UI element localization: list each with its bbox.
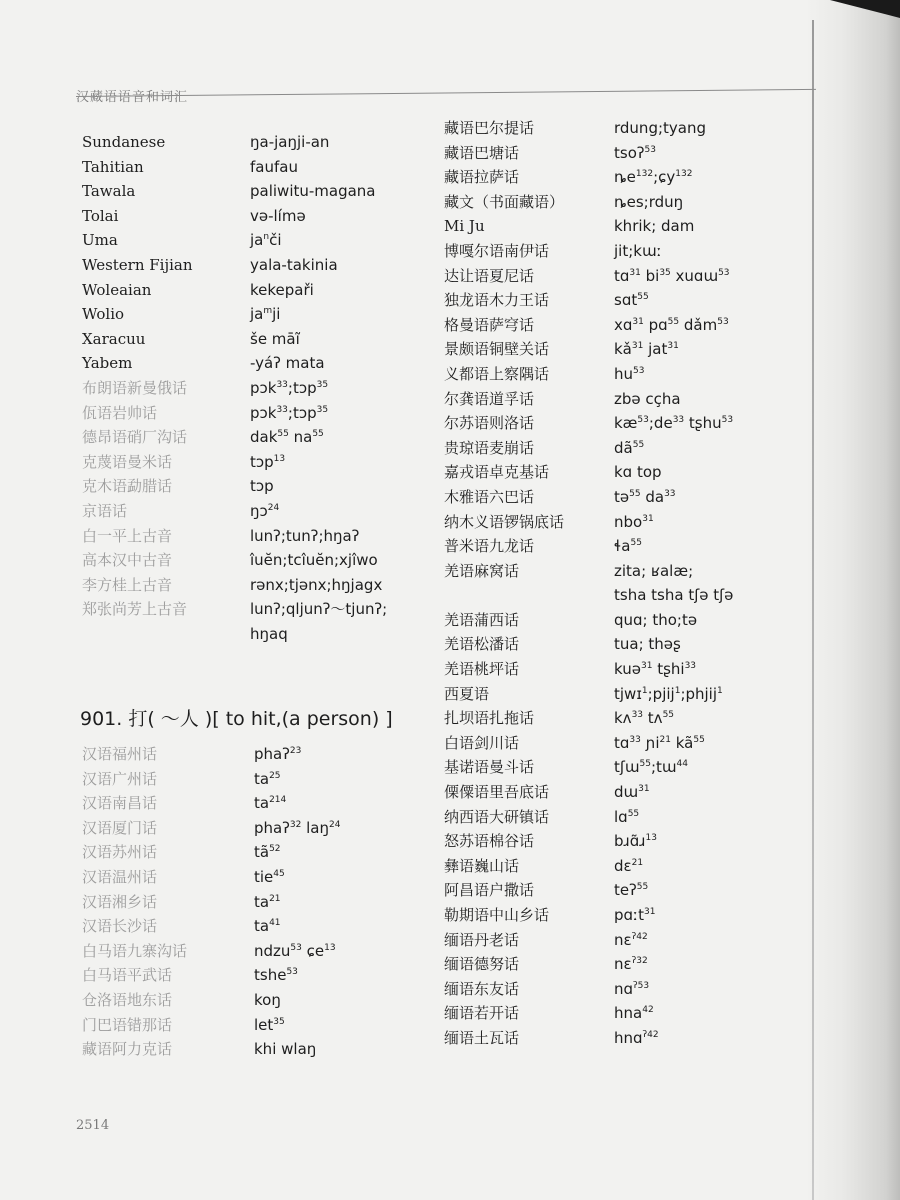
phonetic-form: $dã^{55}$ [614, 438, 645, 457]
language-name: Yabem [82, 354, 133, 373]
language-name: 汉语南昌话 [82, 794, 158, 813]
language-name: 景颇语铜壁关话 [444, 340, 550, 359]
language-name: 京语话 [82, 501, 128, 520]
phonetic-form: zbə cçha [614, 389, 681, 408]
phonetic-form: kekepaři [250, 280, 314, 299]
phonetic-form: yala-takinia [250, 255, 338, 274]
language-name: 白马语九寨沟话 [82, 941, 188, 960]
language-name: 白马语平武话 [82, 966, 173, 985]
language-name: 羌语桃坪话 [444, 660, 520, 679]
language-name: 德昂语硝厂沟话 [82, 428, 188, 447]
phonetic-form: $ȵe^{132};ɕy^{132}$ [614, 168, 693, 187]
language-name: 义都语上察隅话 [444, 364, 550, 383]
language-name: Wolio [82, 305, 125, 324]
language-name: 纳西语大研镇话 [444, 807, 550, 826]
phonetic-form: hnɑ$^{ʔ42}$ [614, 1028, 659, 1047]
phonetic-form: tɔp$^{13}$ [250, 452, 286, 471]
phonetic-form: khi wlaŋ [254, 1040, 317, 1059]
section-heading: 901. 打( ～人 )[ to hit,(a person) ] [80, 708, 393, 730]
language-name: 藏语阿力克话 [82, 1040, 173, 1059]
language-name: Tahitian [82, 157, 144, 176]
phonetic-form: rdung;tyang [614, 119, 706, 137]
language-name: 仓洛语地东话 [82, 990, 173, 1009]
language-name: 李方桂上古音 [82, 575, 173, 594]
language-name: 彝语巍山话 [444, 856, 520, 875]
language-name: Xaracuu [82, 329, 146, 348]
phonetic-form: $ta^{41}$ [254, 917, 281, 936]
phonetic-form: ŋɔ$^{24}$ [250, 501, 280, 520]
language-name: 藏语巴塘话 [444, 143, 520, 162]
phonetic-form: še māĩ [250, 329, 300, 348]
language-name: 缅语丹老话 [444, 930, 520, 949]
language-name: Woleaian [82, 280, 152, 299]
phonetic-form: nɛ$^{ʔ42}$ [614, 930, 648, 949]
phonetic-form: lunʔ;tunʔ;hŋaʔ [250, 526, 360, 545]
phonetic-form: lunʔ;qljunʔ～tjunʔ; [250, 600, 388, 619]
phonetic-form: let$^{35}$ [254, 1015, 285, 1034]
language-name: 西夏语 [444, 684, 490, 703]
language-name: 布朗语新曼俄话 [82, 378, 188, 397]
phonetic-form: $ja^mji$ [250, 305, 281, 324]
language-name: 克蔑语曼米话 [82, 452, 173, 471]
language-name: 汉语长沙话 [82, 917, 158, 936]
language-name: 嘉戎语卓克基话 [444, 463, 550, 482]
phonetic-form: $ta^{21}$ [254, 892, 281, 911]
phonetic-form: faufau [250, 157, 298, 176]
language-name: 汉语温州话 [82, 867, 158, 886]
phonetic-form: dɛ$^{21}$ [614, 856, 644, 875]
language-name: Mi Ju [444, 217, 485, 236]
language-name: 门巴语错那话 [82, 1015, 173, 1034]
phonetic-form: tɔp [250, 477, 274, 496]
language-name: 贵琼语麦崩话 [444, 438, 535, 457]
phonetic-form: tjwɪ$^1$;pjij$^1$;phjij$^1$ [614, 684, 723, 703]
page-edge [812, 20, 814, 1200]
language-name: 独龙语木力王话 [444, 291, 550, 310]
phonetic-form: zita; ʁalæ; [614, 561, 694, 580]
phonetic-form: paliwitu-magana [250, 182, 376, 201]
phonetic-form: -yáʔ mata [250, 354, 325, 373]
phonetic-form: tʃɯ$^{55}$;tɯ$^{44}$ [614, 758, 688, 777]
phonetic-form: kʌ$^{33}$ tʌ$^{55}$ [614, 709, 675, 728]
phonetic-form: hna$^{42}$ [614, 1004, 654, 1023]
language-name: 藏语巴尔提话 [444, 119, 535, 137]
phonetic-form: rənx;tjənx;hŋjagx [250, 575, 383, 594]
phonetic-form: ndzu$^{53}$ ɕe$^{13}$ [254, 941, 336, 960]
language-name: 高本汉中古音 [82, 551, 173, 570]
phonetic-form: teʔ$^{55}$ [614, 881, 649, 900]
language-name: 格曼语萨穹话 [444, 315, 535, 334]
phonetic-form: tsoʔ$^{53}$ [614, 143, 656, 162]
phonetic-form: bɹɑ̃ɹ$^{13}$ [614, 832, 657, 851]
phonetic-form: nbo$^{31}$ [614, 512, 654, 531]
language-name: Tolai [82, 206, 119, 225]
language-name: 尔苏语则洛话 [444, 414, 535, 433]
language-name: 傈僳语里吾底话 [444, 783, 550, 802]
phonetic-form: ȵes;rduŋ [614, 192, 684, 211]
phonetic-form: pɔk$^{33}$;tɔp$^{35}$ [250, 378, 329, 397]
language-name: 羌语麻窝话 [444, 561, 520, 580]
phonetic-form: kɑ top [614, 463, 662, 482]
language-name: 汉语福州话 [82, 745, 158, 763]
language-name: Western Fijian [82, 255, 193, 274]
phonetic-form: ɬa$^{55}$ [614, 537, 642, 556]
language-name: 白一平上古音 [82, 526, 173, 545]
phonetic-form: îuĕn;tcîuĕn;xjîwo [250, 551, 378, 570]
language-name: 木雅语六巴话 [444, 487, 535, 506]
language-name: 纳木义语锣锅底话 [444, 512, 565, 531]
phonetic-form: $ta^{25}$ [254, 769, 281, 788]
phonetic-form: tsha tsha tʃə tʃə [614, 586, 734, 605]
language-name: 怒苏语棉谷话 [444, 832, 535, 851]
page-number: 2514 [76, 1118, 110, 1133]
language-name: 博嘎尔语南伊话 [444, 241, 550, 260]
language-name: 缅语德努话 [444, 955, 520, 974]
phonetic-form: tɑ$^{33}$ ɲi$^{21}$ $kã^{55}$ [614, 733, 705, 752]
phonetic-form: khrik; dam [614, 217, 695, 236]
phonetic-form: tua; thəʂ [614, 635, 681, 654]
phonetic-form: kuə$^{31}$ tʂhi$^{33}$ [614, 660, 697, 679]
phonetic-form: lɑ$^{55}$ [614, 807, 640, 826]
language-name: 缅语土瓦话 [444, 1028, 520, 1047]
running-head: 汉藏语语音和词汇 [76, 90, 189, 105]
phonetic-form: hŋaq [250, 624, 288, 643]
language-name: 普米语九龙话 [444, 537, 535, 556]
phonetic-form: pɔk$^{33}$;tɔp$^{35}$ [250, 403, 329, 422]
language-name: 羌语松潘话 [444, 635, 520, 654]
language-name: Uma [82, 231, 118, 250]
phonetic-form: tə$^{55}$ $da^{33}$ [614, 487, 676, 506]
phonetic-form: tɑ$^{31}$ $bi^{35}$ xuɑɯ$^{53}$ [614, 266, 730, 285]
language-name: 阿昌语户撒话 [444, 881, 535, 900]
language-name: 郑张尚芳上古音 [82, 600, 188, 619]
language-name: 尔龚语道孚话 [444, 389, 535, 408]
phonetic-form: nɑ$^{ʔ53}$ [614, 979, 650, 998]
phonetic-form: $ta^{214}$ [254, 794, 287, 813]
language-name: 汉语广州话 [82, 769, 158, 788]
phonetic-form: $hu^{53}$ [614, 364, 645, 383]
corner-shadow [830, 0, 900, 18]
language-name: 汉语湘乡话 [82, 892, 158, 911]
phonetic-form: phaʔ$^{23}$ [254, 745, 302, 763]
language-name: Tawala [82, 182, 136, 201]
phonetic-form: $ja^nči$ [250, 231, 282, 250]
language-name: 基诺语曼斗话 [444, 758, 535, 777]
phonetic-form: və-límə [250, 206, 306, 225]
language-name: 白语剑川话 [444, 733, 520, 752]
page-gutter-shadow [805, 0, 900, 1200]
phonetic-form: tie$^{45}$ [254, 867, 285, 886]
phonetic-form: $kǎ^{31}$ jat$^{31}$ [614, 340, 679, 359]
language-name: 缅语若开话 [444, 1004, 520, 1023]
phonetic-form: $kæ^{53};de^{33}$ tʂhu$^{53}$ [614, 414, 734, 433]
phonetic-form: $tã^{52}$ [254, 843, 281, 862]
language-name: 达让语夏尼话 [444, 266, 535, 285]
language-name: 汉语苏州话 [82, 843, 158, 862]
language-name: 缅语东友话 [444, 979, 520, 998]
language-name: 克木语勐腊话 [82, 477, 173, 496]
language-name: 勒期语中山乡话 [444, 906, 550, 924]
phonetic-form: sɑt$^{55}$ [614, 291, 649, 310]
language-name: 佤语岩帅话 [82, 403, 158, 422]
phonetic-form: pɑːt$^{31}$ [614, 906, 656, 924]
phonetic-form: nɛ$^{ʔ32}$ [614, 955, 648, 974]
language-name: 扎坝语扎拖话 [444, 709, 535, 728]
language-name: 羌语蒲西话 [444, 610, 520, 629]
phonetic-form: xɑ$^{31}$ pɑ$^{55}$ dǎm$^{53}$ [614, 315, 729, 334]
language-name: 汉语厦门话 [82, 818, 158, 837]
phonetic-form: dak$^{55}$ $na^{55}$ [250, 428, 324, 447]
phonetic-form: ŋa-jaŋji-an [250, 133, 330, 151]
phonetic-form: tshe$^{53}$ [254, 966, 298, 985]
phonetic-form: quɑ; tho;tə [614, 610, 698, 629]
language-name: Sundanese [82, 133, 166, 151]
phonetic-form: koŋ [254, 990, 281, 1009]
phonetic-form: phaʔ$^{32}$ laŋ$^{24}$ [254, 818, 341, 837]
phonetic-form: dɯ$^{31}$ [614, 783, 650, 802]
phonetic-form: jit;kɯː [614, 241, 662, 260]
language-name: 藏文（书面藏语） [444, 192, 565, 211]
language-name: 藏语拉萨话 [444, 168, 520, 187]
